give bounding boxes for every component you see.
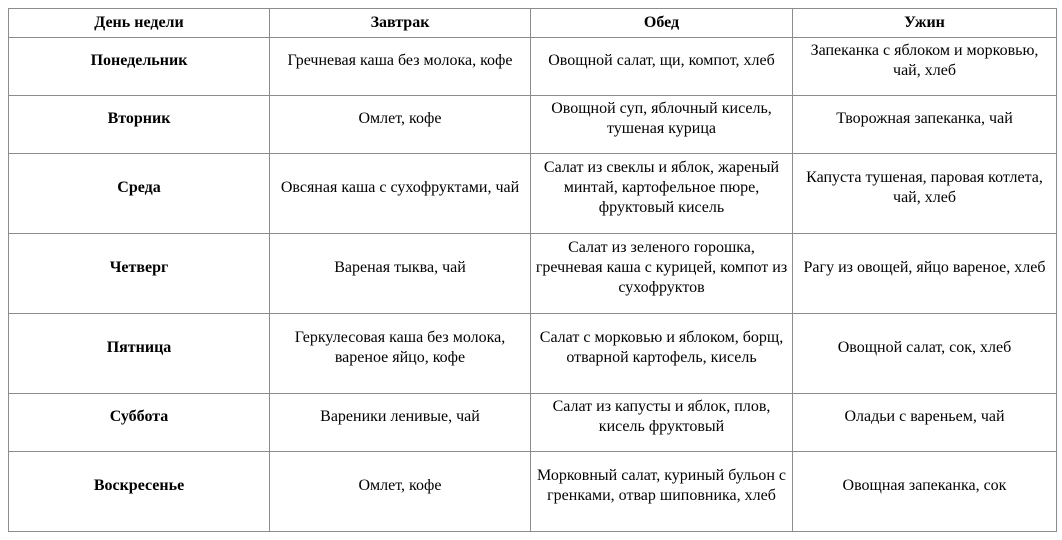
- breakfast-cell: [270, 96, 531, 154]
- day-cell: [9, 452, 270, 532]
- breakfast-cell: [270, 38, 531, 96]
- dinner-cell: [793, 38, 1057, 96]
- header-row: [9, 9, 1057, 38]
- table-row: [9, 38, 1057, 96]
- table-row: [9, 394, 1057, 452]
- breakfast-cell: [270, 234, 531, 314]
- lunch-text: Овощной салат, щи, компот, хлеб: [548, 51, 775, 69]
- day-label: Среда: [117, 178, 161, 196]
- breakfast-text: Гречневая каша без молока, кофе: [287, 51, 513, 69]
- breakfast-cell: [270, 314, 531, 394]
- dinner-cell: [793, 314, 1057, 394]
- day-label: Вторник: [107, 109, 171, 127]
- dinner-text: Овощная запеканка, сок: [842, 476, 1007, 494]
- dinner-text: Оладьи с вареньем, чай: [844, 407, 1005, 425]
- breakfast-text: Омлет, кофе: [358, 476, 442, 494]
- lunch-text: Салат с морковью и яблоком, борщ, отварной картофель, кисель: [539, 328, 784, 366]
- breakfast-cell: [270, 154, 531, 234]
- day-cell: [9, 38, 270, 96]
- day-cell: [9, 394, 270, 452]
- lunch-text: Салат из зеленого горошка, гречневая каша с курицей, компот из сухофруктов: [535, 238, 788, 296]
- breakfast-text: Вареники ленивые, чай: [320, 407, 480, 425]
- table-row: [9, 314, 1057, 394]
- table-row: [9, 452, 1057, 532]
- table-row: [9, 234, 1057, 314]
- lunch-cell: [531, 234, 793, 314]
- dinner-text: Капуста тушеная, паровая котлета, чай, хлеб: [806, 168, 1043, 206]
- lunch-cell: [531, 314, 793, 394]
- dinner-cell: [793, 234, 1057, 314]
- lunch-text: Салат из свеклы и яблок, жареный минтай, картофельное пюре, фруктовый кисель: [543, 158, 780, 216]
- day-label: Понедельник: [90, 51, 188, 69]
- breakfast-text: Вареная тыква, чай: [334, 258, 466, 276]
- lunch-text: Овощной суп, яблочный кисель, тушеная курица: [551, 99, 772, 137]
- table-row: [9, 96, 1057, 154]
- meal-plan-table: [8, 8, 1057, 532]
- dinner-text: Овощной салат, сок, хлеб: [837, 338, 1012, 356]
- dinner-text: Творожная запеканка, чай: [836, 109, 1013, 127]
- day-label: Четверг: [109, 258, 169, 276]
- day-label: Воскресенье: [93, 476, 185, 494]
- dinner-cell: [793, 96, 1057, 154]
- breakfast-cell: [270, 394, 531, 452]
- dinner-cell: [793, 154, 1057, 234]
- breakfast-text: Овсяная каша с сухофруктами, чай: [280, 178, 520, 196]
- lunch-text: Салат из капусты и яблок, плов, кисель фруктовый: [552, 397, 771, 435]
- table-row: [9, 154, 1057, 234]
- day-cell: [9, 96, 270, 154]
- header-lunch: Обед: [531, 9, 793, 38]
- breakfast-text: Омлет, кофе: [358, 109, 442, 127]
- dinner-cell: [793, 394, 1057, 452]
- lunch-cell: [531, 452, 793, 532]
- dinner-text: Запеканка с яблоком и морковью, чай, хлеб: [810, 41, 1039, 79]
- day-label: Суббота: [109, 407, 169, 425]
- lunch-cell: [531, 394, 793, 452]
- header-dinner: Ужин: [793, 9, 1057, 38]
- lunch-cell: [531, 38, 793, 96]
- header-day: День недели: [9, 9, 270, 38]
- dinner-text: Рагу из овощей, яйцо вареное, хлеб: [803, 258, 1046, 276]
- lunch-cell: [531, 96, 793, 154]
- day-cell: [9, 154, 270, 234]
- breakfast-text: Геркулесовая каша без молока, вареное яйцо, кофе: [294, 328, 506, 366]
- day-cell: [9, 314, 270, 394]
- day-cell: [9, 234, 270, 314]
- lunch-cell: [531, 154, 793, 234]
- header-breakfast: Завтрак: [270, 9, 531, 38]
- breakfast-cell: [270, 452, 531, 532]
- day-label: Пятница: [106, 338, 172, 356]
- dinner-cell: [793, 452, 1057, 532]
- lunch-text: Морковный салат, куриный бульон с гренками, отвар шиповника, хлеб: [537, 466, 786, 504]
